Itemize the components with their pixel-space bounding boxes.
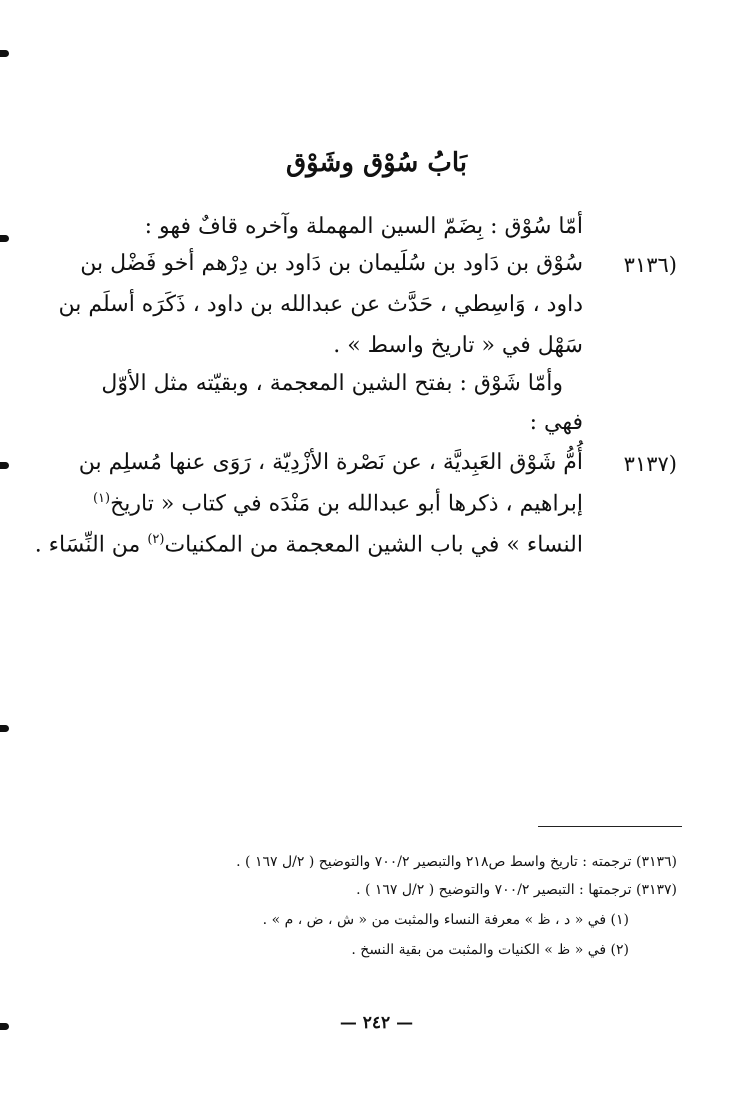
entry-text: إبراهيم ، ذكرها أبو عبدالله بن مَنْدَه في كتاب « تاريخ (110, 491, 583, 517)
edge-mark (0, 50, 9, 57)
entry-text: النساء » في باب الشين المعجمة من المكنيات (164, 532, 583, 558)
entry-line: داود ، وَاسِطي ، حَدَّث عن عبدالله بن داود ، ذَكَرَه أسلَم بن (58, 292, 583, 317)
edge-mark (0, 725, 9, 732)
chapter-title: بَابُ سُوْق وشَوْق (285, 148, 468, 178)
edge-mark (0, 235, 9, 242)
entry-line: أُمُّ شَوْق العَبِديَّة ، عن نَصْرة الأزْدِيّة ، رَوَى عنها مُسلِم بن (78, 450, 583, 475)
mid-line: فهي : (529, 410, 583, 435)
entry-line (35, 532, 583, 559)
edge-mark (0, 462, 9, 469)
mid-line: وأمّا شَوْق : بفتح الشين المعجمة ، وبقيّته مثل الأوّل (101, 371, 563, 396)
footnote-ref: (٢) (147, 532, 165, 547)
entry-number: (٣١٣٧ (623, 452, 677, 476)
footnote: (٣١٣٦) ترجمته : تاريخ واسط ص٢١٨ والتبصير ٧٠٠/٢ والتوضيح ( ٢/ل ١٦٧ ) . (236, 854, 677, 870)
page-number: — ٢٤٢ — (339, 1013, 414, 1033)
footnote: (٢) في « ظ » الكنيات والمثبت من بقية النسخ . (351, 942, 629, 958)
footnote: (٣١٣٧) ترجمتها : التبصير ٧٠٠/٢ والتوضيح ( ٢/ل ١٦٧ ) . (356, 882, 677, 898)
entry-line: سُوْق بن دَاود بن سُلَيمان بن دَاود بن دِرْهم أخو فَضْل بن (80, 251, 583, 276)
footnote-ref: (١) (92, 491, 111, 506)
entry-text: من النِّسَاء . (34, 532, 141, 558)
intro-line: أمّا سُوْق : بِضَمّ السين المهملة وآخره قافٌ فهو : (144, 214, 583, 239)
footnote-rule (538, 826, 682, 827)
entry-line (93, 491, 583, 518)
entry-number: (٣١٣٦ (623, 253, 677, 277)
footnote: (١) في « د ، ظ » معرفة النساء والمثبت من « ش ، ض ، م » . (262, 912, 629, 928)
entry-line: سَهْل في « تاريخ واسط » . (333, 333, 583, 358)
